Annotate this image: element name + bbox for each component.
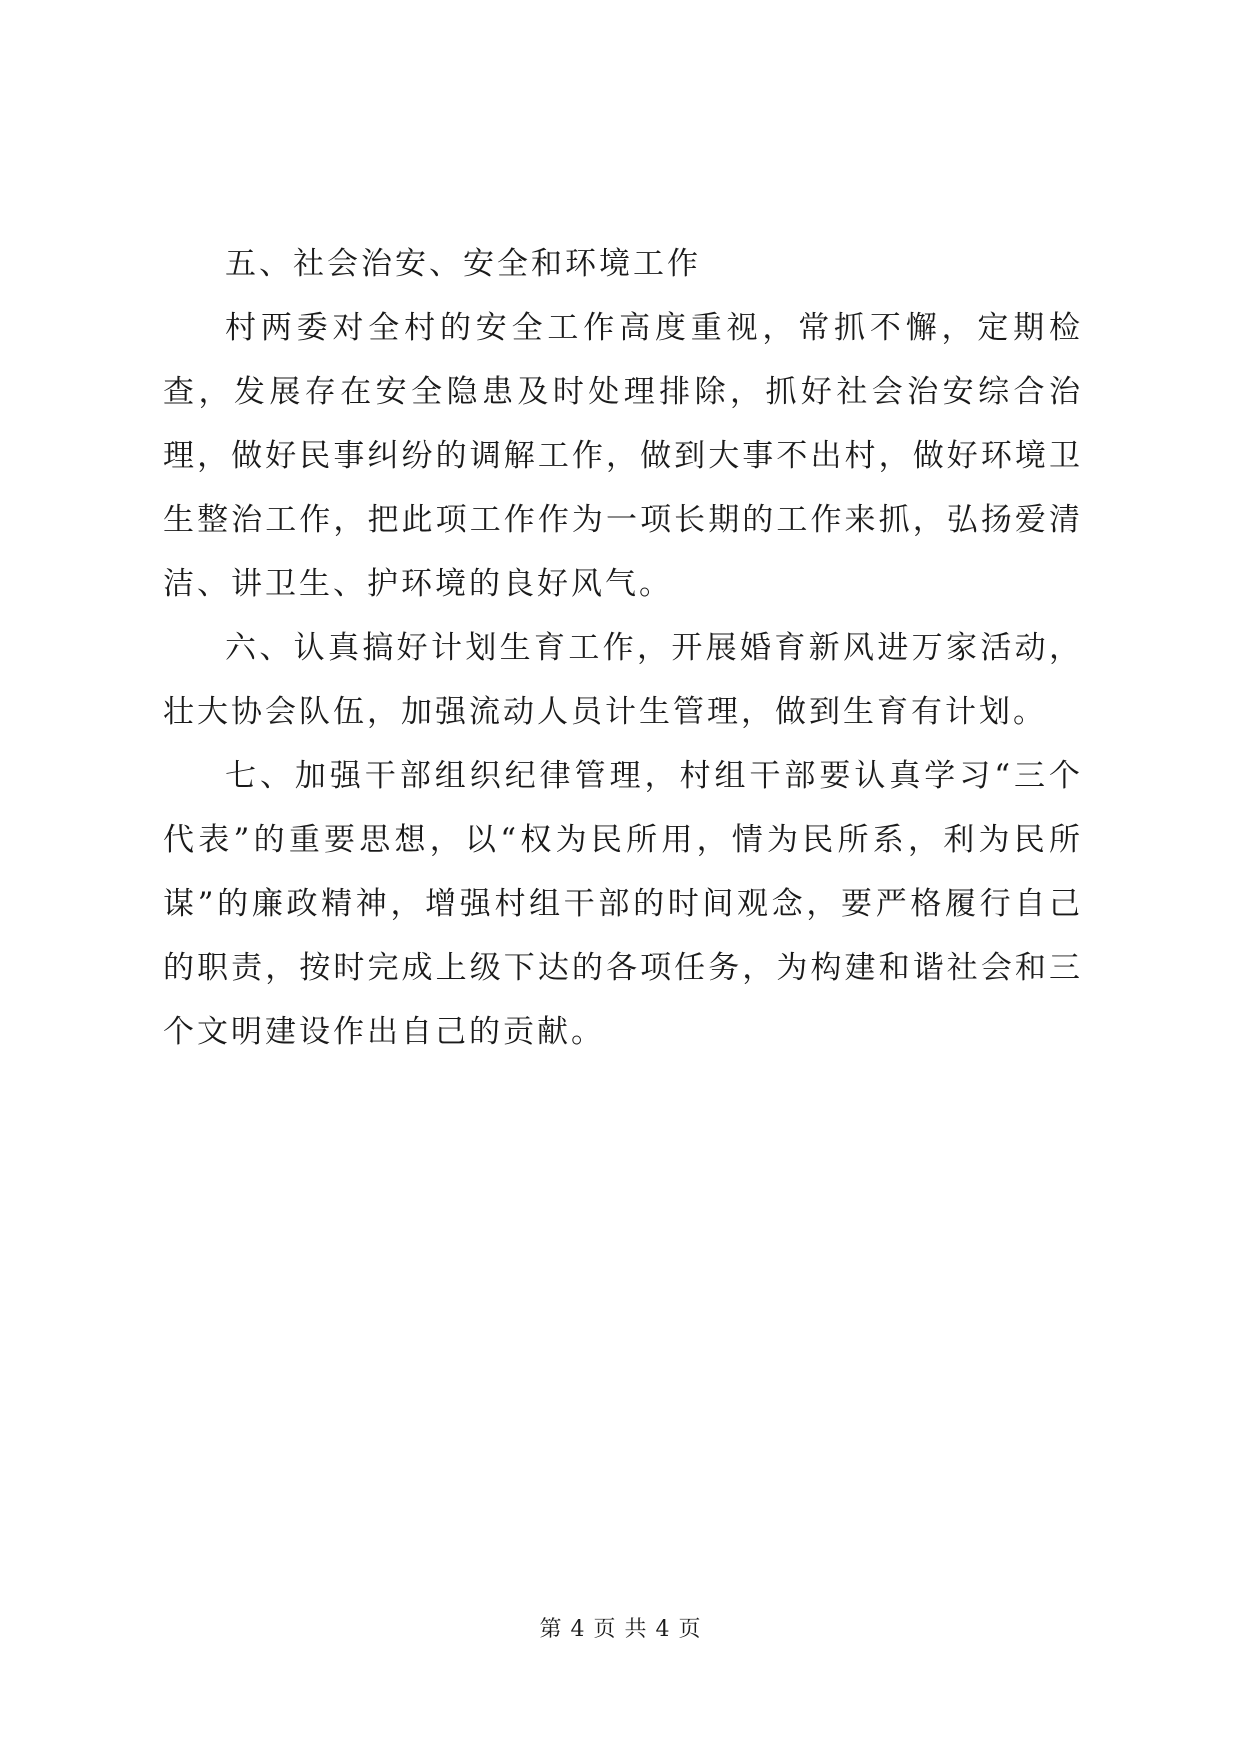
paragraph-section-7: 七、加强干部组织纪律管理，村组干部要认真学习“三个代表”的重要思想，以“权为民所用，情为民所系，利为民所谋”的廉政精神，增强村组干部的时间观念，要严格履行自己的职责，按时完成上级下达的各项任务，为构建和谐社会和三个文明建设作出自己的贡献。 bbox=[163, 758, 1083, 1050]
document-body bbox=[163, 232, 1083, 1064]
section-heading-5: 五、社会治安、安全和环境工作 bbox=[225, 246, 701, 282]
page-number-footer: 第 4 页 共 4 页 bbox=[539, 1617, 702, 1642]
paragraph-section-6: 六、认真搞好计划生育工作，开展婚育新风进万家活动，壮大协会队伍，加强流动人员计生管理，做到生育有计划。 bbox=[163, 630, 1083, 730]
paragraph-section-5: 村两委对全村的安全工作高度重视，常抓不懈，定期检查，发展存在安全隐患及时处理排除，抓好社会治安综合治理，做好民事纠纷的调解工作，做到大事不出村，做好环境卫生整治工作，把此项工作作为一项长期的工作来抓，弘扬爱清洁、讲卫生、护环境的良好风气。 bbox=[163, 310, 1083, 602]
